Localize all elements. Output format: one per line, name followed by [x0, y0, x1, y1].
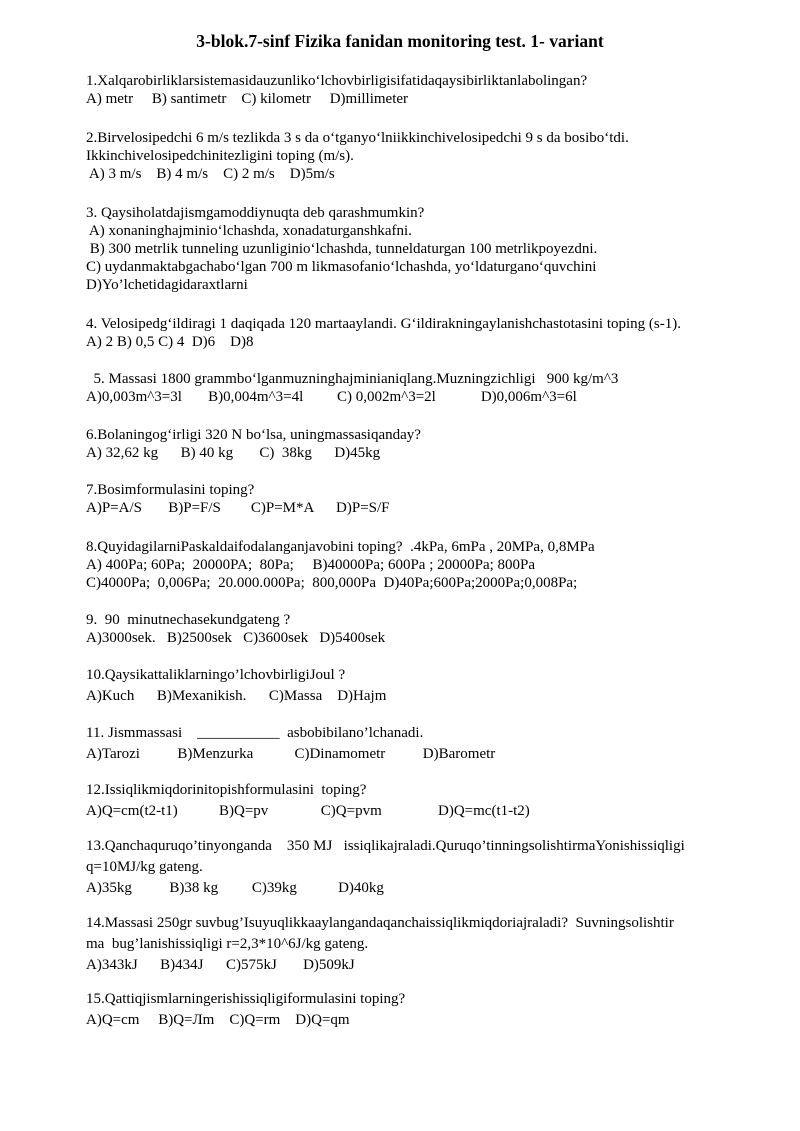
question-text: 8.QuyidagilarniPaskaldaifodalanganjavobini toping? .4kPa, 6mPa , 20MPa, 0,8MPa [86, 539, 595, 555]
question-15 [86, 990, 786, 1029]
question-12 [86, 781, 786, 820]
question-text: 3. Qaysiholatdajismgamoddiynuqta deb qarashmumkin? [86, 205, 425, 221]
question-6 [86, 426, 786, 462]
answer-options: A)35kg B)38 kg C)39kg D)40kg [86, 880, 384, 896]
question-11 [86, 724, 786, 763]
answer-options: A)3000sek. B)2500sek C)3600sek D)5400sek [86, 630, 386, 646]
answer-options: A) 32,62 kg B) 40 kg C) 38kg D)45kg [86, 445, 381, 461]
question-text: 10.Qaysikattaliklarningo’lchovbirligiJoul ? [86, 667, 346, 683]
question-text: ma bug’lanishissiqligi r=2,3*10^6J/kg gateng. [86, 936, 369, 952]
question-4 [86, 315, 786, 351]
answer-option: A) xonaninghajminioʻlchashda, xonadaturganshkafni. [86, 223, 412, 239]
question-text: 11. Jismmassasi ___________ asbobibilano’lchanadi. [86, 725, 424, 741]
question-7 [86, 481, 786, 517]
question-text: 4. Velosipedgʻildiragi 1 daqiqada 120 martaaylandi. Gʻildirakningaylanishchastotasini toping (s-1). [86, 316, 682, 332]
answer-options: A) 2 B) 0,5 C) 4 D)6 D)8 [86, 334, 254, 350]
question-10 [86, 666, 786, 705]
question-text: 15.Qattiqjismlarningerishissiqligiformulasini toping? [86, 991, 406, 1007]
question-1 [86, 72, 786, 108]
answer-options: A) 400Pa; 60Pa; 20000PA; 80Pa; B)40000Pa; 600Pa ; 20000Pa; 800Pa [86, 557, 536, 573]
question-9 [86, 611, 786, 647]
question-text: 13.Qanchaquruqo’tinyonganda 350 MJ issiqlikajraladi.Quruqo’tinningsolishtirmaYonishissiqligi [86, 838, 685, 854]
page-title: 3-blok.7-sinf Fizika fanidan monitoring test. 1- variant [196, 31, 604, 51]
question-text: 6.Bolaningogʻirligi 320 N boʻlsa, uningmassasiqanday? [86, 427, 421, 443]
question-13 [86, 837, 786, 897]
answer-option: B) 300 metrlik tunneling uzunliginioʻlchashda, tunneldaturgan 100 metrlikpoyezdni. [86, 241, 598, 257]
question-14 [86, 914, 786, 974]
answer-options: C)4000Pa; 0,006Pa; 20.000.000Pa; 800,000Pa D)40Pa;600Pa;2000Pa;0,008Pa; [86, 575, 578, 591]
question-3 [86, 204, 786, 294]
answer-options: A)Q=cm B)Q=Лm C)Q=rm D)Q=qm [86, 1012, 350, 1028]
answer-options: A) metr B) santimetr C) kilometr D)millimeter [86, 91, 409, 107]
question-8 [86, 538, 786, 592]
answer-options: A)343kJ B)434J C)575kJ D)509kJ [86, 957, 355, 973]
answer-options: A)0,003m^3=3l B)0,004m^3=4l C) 0,002m^3=2l D)0,006m^3=6l [86, 389, 577, 405]
answer-option: D)Yo’lchetidagidaraxtlarni [86, 277, 248, 293]
question-text: q=10MJ/kg gateng. [86, 859, 203, 875]
question-text: 1.Xalqarobirliklarsistemasidauzunlikoʻlchovbirligisifatidaqaysibirliktanlabolingan? [86, 73, 588, 89]
question-text: 14.Massasi 250gr suvbug’Isuyuqlikkaaylangandaqanchaissiqlikmiqdoriajraladi? Suvningsolishtir [86, 915, 674, 931]
question-2 [86, 129, 786, 183]
answer-option: C) uydanmaktabgachaboʻlgan 700 m likmasofanioʻlchashda, yoʻldaturganoʻquvchini [86, 259, 597, 275]
question-text: Ikkinchivelosipedchinitezligini toping (m/s). [86, 148, 354, 164]
answer-options: A)Kuch B)Mexanikish. C)Massa D)Hajm [86, 688, 387, 704]
answer-options: A)P=A/S B)P=F/S C)P=M*A D)P=S/F [86, 500, 390, 516]
answer-options: A)Tarozi B)Menzurka C)Dinamometr D)Barometr [86, 746, 496, 762]
answer-options: A) 3 m/s B) 4 m/s C) 2 m/s D)5m/s [86, 166, 335, 182]
question-text: 9. 90 minutnechasekundgateng ? [86, 612, 291, 628]
question-text: 7.Bosimformulasini toping? [86, 482, 255, 498]
answer-options: A)Q=cm(t2-t1) B)Q=pv C)Q=pvm D)Q=mc(t1-t2) [86, 803, 530, 819]
question-text: 2.Birvelosipedchi 6 m/s tezlikda 3 s da oʻtganyoʻlniikkinchivelosipedchi 9 s da bosiboʻtdi. [86, 130, 629, 146]
question-5 [86, 370, 786, 406]
question-text: 12.Issiqlikmiqdorinitopishformulasini toping? [86, 782, 367, 798]
question-text: 5. Massasi 1800 grammboʻlganmuzninghajminianiqlang.Muzningzichligi 900 kg/m^3 [86, 371, 619, 387]
